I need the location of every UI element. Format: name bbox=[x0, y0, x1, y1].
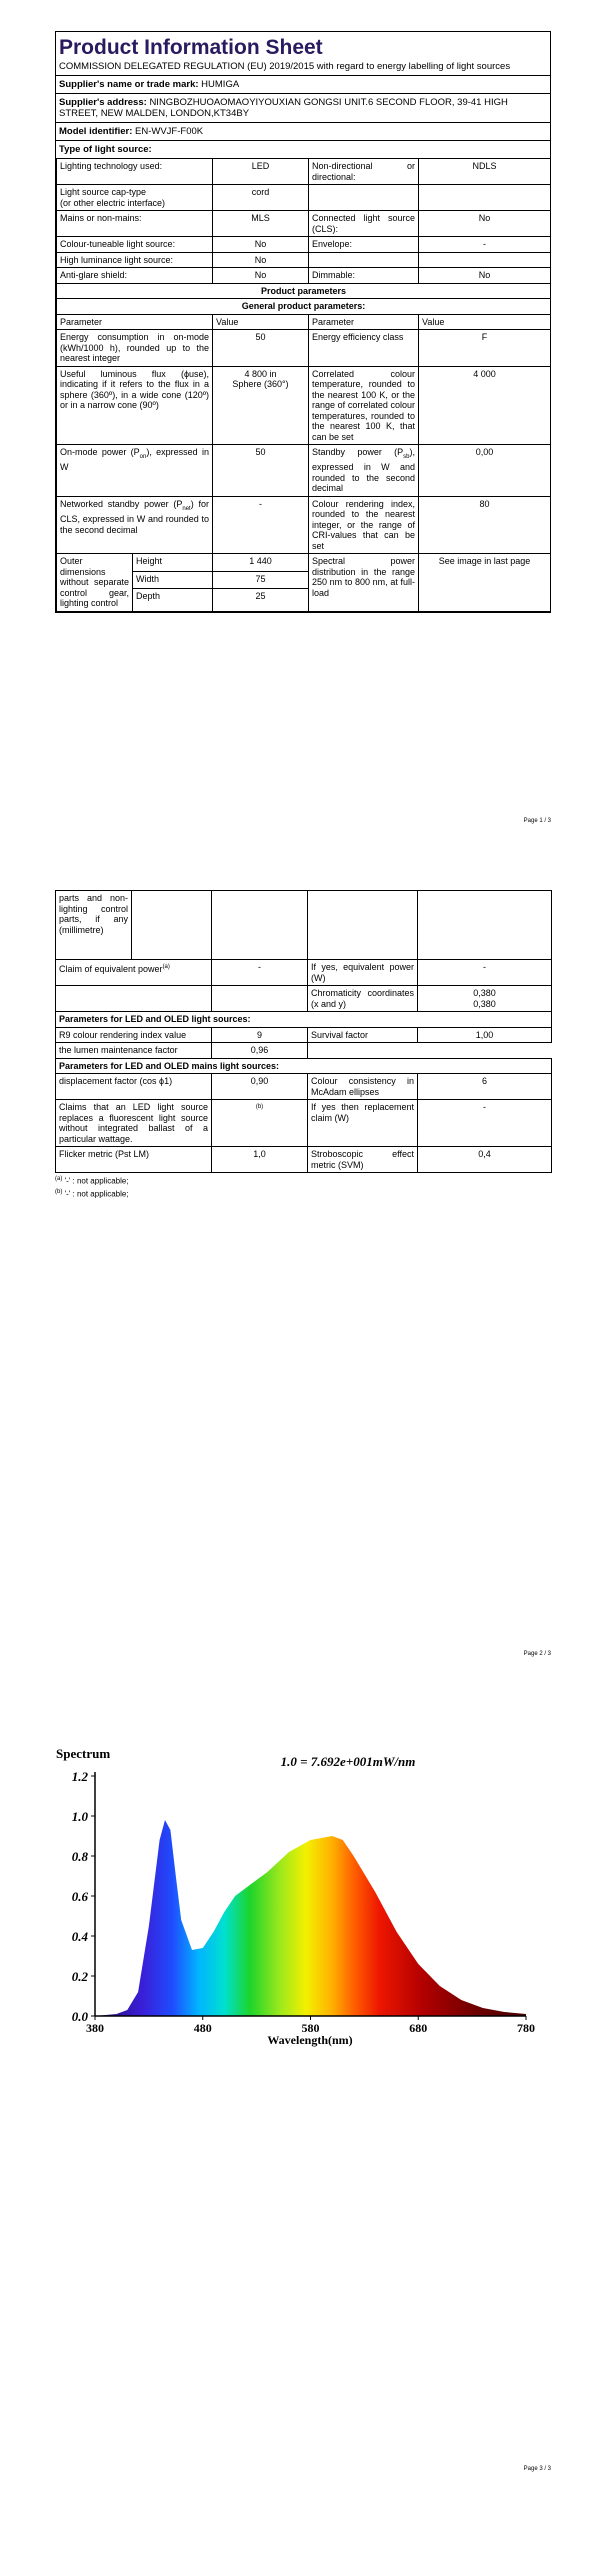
equiv-power-label bbox=[56, 960, 212, 986]
net-pre: Networked standby power (P bbox=[60, 498, 183, 509]
header-parameter: Parameter bbox=[57, 314, 213, 330]
height-value: 1 440 bbox=[213, 554, 309, 571]
mains-label: Mains or non-mains: bbox=[57, 211, 213, 237]
flux-value-1: 4 800 in bbox=[244, 368, 277, 379]
cap-type-value: cord bbox=[213, 185, 309, 211]
cct-label: Correlated colour temperature, rounded to the nearest 100 K, or the range of correlated colour temperatures, rounded to the nearest 100 K, that can be set bbox=[309, 366, 419, 445]
page-title: Product Information Sheet bbox=[59, 36, 323, 59]
footnote-a-text: '-' : not applicable; bbox=[64, 1176, 129, 1186]
table-row bbox=[57, 314, 551, 330]
table-row bbox=[57, 237, 551, 253]
height-label: Height bbox=[133, 554, 213, 571]
outer-dimensions-label: Outer dimensions without separate control gear, lighting control bbox=[57, 554, 133, 611]
table-row bbox=[56, 1147, 552, 1173]
chroma-y: 0,380 bbox=[473, 998, 496, 1009]
consistency-label: Colour consistency in McAdam ellipses bbox=[308, 1074, 418, 1100]
energy-class-label: Energy efficiency class bbox=[309, 330, 419, 367]
x-tick-label: 480 bbox=[193, 2021, 212, 2035]
on-mode-pre: On-mode power (P bbox=[60, 447, 140, 457]
empty-cell bbox=[56, 986, 212, 1012]
table-row bbox=[56, 1027, 552, 1043]
chromaticity-label: Chromaticity coordinates (x and y) bbox=[308, 986, 418, 1012]
on-mode-power-value: 50 bbox=[213, 445, 309, 497]
footnote-b-sup: (b) bbox=[55, 1188, 63, 1195]
cct-value: 4 000 bbox=[419, 366, 551, 445]
x-tick-label: 380 bbox=[86, 2021, 104, 2035]
dimensions-table bbox=[56, 554, 551, 612]
empty-cell bbox=[308, 1043, 552, 1059]
mains-section-heading: Parameters for LED and OLED mains light sources: bbox=[56, 1058, 552, 1074]
tuneable-value: No bbox=[213, 237, 309, 253]
standby-power-label bbox=[309, 445, 419, 497]
chart-title: Spectrum bbox=[56, 1746, 111, 1761]
replacement-label: If yes then replacement claim (W) bbox=[308, 1100, 418, 1147]
replacement-value: - bbox=[418, 1100, 552, 1147]
cap-type-label-2: (or other electric interface) bbox=[60, 197, 166, 208]
page-2-sheet bbox=[55, 890, 551, 1173]
table-row bbox=[56, 960, 552, 986]
empty-cell bbox=[309, 185, 419, 211]
table-row bbox=[57, 366, 551, 445]
lumen-value: 0,96 bbox=[212, 1043, 308, 1059]
empty-cell bbox=[309, 252, 419, 268]
survival-label: Survival factor bbox=[308, 1027, 418, 1043]
cri-label: Colour rendering index, rounded to the nearest integer, or the range of CRI-values that can be set bbox=[309, 496, 419, 554]
energy-class-value: F bbox=[419, 330, 551, 367]
width-label: Width bbox=[133, 571, 213, 588]
net-post: ) for CLS, expressed in W and rounded to the second decimal bbox=[60, 498, 209, 535]
standby-pre: Standby power (P bbox=[312, 447, 404, 457]
page-1-sheet bbox=[55, 31, 551, 613]
page-number: Page 3 / 3 bbox=[523, 2466, 551, 2472]
standby-sub: sb bbox=[403, 453, 410, 460]
general-parameters-heading: General product parameters: bbox=[57, 299, 551, 315]
table-row bbox=[57, 554, 551, 571]
chart-annotation: 1.0 = 7.692e+001mW/nm bbox=[280, 1754, 416, 1769]
directional-label: Non-directional or directional: bbox=[309, 159, 419, 185]
footnotes bbox=[55, 1174, 129, 1199]
on-mode-post: ), expressed in W bbox=[60, 447, 209, 473]
table-row bbox=[57, 496, 551, 554]
networked-standby-value: - bbox=[213, 496, 309, 554]
table-row bbox=[56, 891, 552, 960]
energy-value: 50 bbox=[213, 330, 309, 367]
high-luminance-label: High luminance light source: bbox=[57, 252, 213, 268]
address-label: Supplier's address: bbox=[59, 97, 147, 108]
empty-cell bbox=[418, 891, 552, 960]
dimmable-value: No bbox=[419, 268, 551, 284]
table-row bbox=[56, 1100, 552, 1147]
table-row bbox=[56, 1043, 552, 1059]
regulation-text: COMMISSION DELEGATED REGULATION (EU) 2019/2015 with regard to energy labelling of light sources bbox=[59, 61, 511, 72]
empty-cell bbox=[308, 891, 418, 960]
table-row bbox=[57, 252, 551, 268]
footnote-b bbox=[55, 1187, 129, 1200]
flicker-value: 1,0 bbox=[212, 1147, 308, 1173]
page-number: Page 1 / 3 bbox=[523, 818, 551, 824]
tech-value: LED bbox=[213, 159, 309, 185]
x-tick-label: 680 bbox=[409, 2021, 428, 2035]
on-mode-power-label bbox=[57, 445, 213, 497]
flux-value bbox=[213, 366, 309, 445]
table-row bbox=[57, 445, 551, 497]
address-row bbox=[56, 93, 550, 122]
envelope-label: Envelope: bbox=[309, 237, 419, 253]
empty-cell bbox=[212, 891, 308, 960]
table-row bbox=[56, 986, 552, 1012]
anti-glare-label: Anti-glare shield: bbox=[57, 268, 213, 284]
depth-value: 25 bbox=[213, 588, 309, 611]
table-row bbox=[57, 159, 551, 185]
y-tick-label: 0.2 bbox=[71, 1969, 88, 1984]
equiv-sup: (a) bbox=[162, 964, 170, 970]
claims-value bbox=[212, 1100, 308, 1147]
net-sub: net bbox=[182, 505, 191, 512]
empty-cell bbox=[132, 891, 212, 960]
x-tick-label: 780 bbox=[517, 2021, 535, 2035]
y-tick-label: 0.4 bbox=[71, 1929, 88, 1944]
supplier-row bbox=[56, 75, 550, 93]
flicker-label: Flicker metric (Pst LM) bbox=[56, 1147, 212, 1173]
cap-type-label bbox=[57, 185, 213, 211]
r9-value: 9 bbox=[212, 1027, 308, 1043]
table-row bbox=[56, 1074, 552, 1100]
standby-post: ), expressed in W and rounded to the second decimal bbox=[312, 447, 415, 494]
header-parameter: Parameter bbox=[309, 314, 419, 330]
cls-value: No bbox=[419, 211, 551, 237]
spd-value: See image in last page bbox=[419, 554, 551, 611]
survival-value: 1,00 bbox=[418, 1027, 552, 1043]
cri-value: 80 bbox=[419, 496, 551, 554]
standby-power-value: 0,00 bbox=[419, 445, 551, 497]
displacement-label: displacement factor (cos ϕ1) bbox=[56, 1074, 212, 1100]
displacement-value: 0,90 bbox=[212, 1074, 308, 1100]
y-tick-label: 1.2 bbox=[71, 1769, 88, 1784]
chroma-x: 0,380 bbox=[473, 988, 496, 998]
model-row bbox=[56, 122, 550, 140]
high-luminance-value: No bbox=[213, 252, 309, 268]
consistency-value: 6 bbox=[418, 1074, 552, 1100]
mains-value: MLS bbox=[213, 211, 309, 237]
table-row bbox=[57, 211, 551, 237]
width-value: 75 bbox=[213, 571, 309, 588]
r9-label: R9 colour rendering index value bbox=[56, 1027, 212, 1043]
table-row bbox=[57, 330, 551, 367]
y-tick-label: 1.0 bbox=[71, 1809, 88, 1824]
tech-label: Lighting technology used: bbox=[57, 159, 213, 185]
type-table bbox=[56, 158, 551, 554]
extra-params-table bbox=[55, 960, 552, 1173]
equiv-yes-value: - bbox=[418, 960, 552, 986]
on-mode-sub: on bbox=[139, 453, 147, 460]
x-tick-label: 580 bbox=[301, 2021, 320, 2035]
y-tick-label: 0.0 bbox=[71, 2009, 88, 2024]
table-row bbox=[57, 185, 551, 211]
header-value: Value bbox=[213, 314, 309, 330]
spd-label: Spectral power distribution in the range 250 nm to 800 nm, at full-load bbox=[309, 554, 419, 611]
claims-sup: (b) bbox=[255, 1104, 264, 1110]
stroboscopic-value: 0,4 bbox=[418, 1147, 552, 1173]
tuneable-label: Colour-tuneable light source: bbox=[57, 237, 213, 253]
page-number: Page 2 / 3 bbox=[523, 1651, 551, 1657]
equiv-yes-label: If yes, equivalent power (W) bbox=[308, 960, 418, 986]
led-section-heading: Parameters for LED and OLED light sources: bbox=[56, 1012, 552, 1028]
claims-label: Claims that an LED light source replaces a fluorescent light source without integrated ballast of a particular wattage. bbox=[56, 1100, 212, 1147]
lumen-label: the lumen maintenance factor bbox=[56, 1043, 212, 1059]
supplier-label: Supplier's name or trade mark: bbox=[59, 79, 199, 90]
spectrum-chart bbox=[48, 1740, 553, 2050]
table-row bbox=[57, 283, 551, 299]
directional-value: NDLS bbox=[419, 159, 551, 185]
flux-value-2: Sphere (360°) bbox=[232, 379, 289, 389]
envelope-value: - bbox=[419, 237, 551, 253]
x-axis-label: Wavelength(nm) bbox=[267, 2033, 353, 2047]
type-label: Type of light source: bbox=[56, 140, 550, 158]
dimmable-label: Dimmable: bbox=[309, 268, 419, 284]
stroboscopic-label: Stroboscopic effect metric (SVM) bbox=[308, 1147, 418, 1173]
networked-standby-label bbox=[57, 496, 213, 554]
energy-label: Energy consumption in on-mode (kWh/1000 h), rounded up to the nearest integer bbox=[57, 330, 213, 367]
table-row bbox=[57, 299, 551, 315]
footnote-a-sup: (a) bbox=[55, 1176, 63, 1182]
empty-cell bbox=[419, 252, 551, 268]
flux-label: Useful luminous flux (ϕuse), indicating if it refers to the flux in a sphere (360º), in a wide cone (120º) or in a narrow cone (90º) bbox=[57, 366, 213, 445]
table-row bbox=[56, 1058, 552, 1074]
empty-cell bbox=[212, 986, 308, 1012]
equiv-power-value: - bbox=[212, 960, 308, 986]
model-value: EN-WVJF-F00K bbox=[135, 126, 204, 137]
equiv-pre: Claim of equivalent power bbox=[59, 964, 163, 974]
table-row bbox=[57, 268, 551, 284]
y-tick-label: 0.6 bbox=[71, 1889, 88, 1904]
depth-label: Depth bbox=[133, 588, 213, 611]
cls-label: Connected light source (CLS): bbox=[309, 211, 419, 237]
chromaticity-value bbox=[418, 986, 552, 1012]
cap-type-label-1: Light source cap-type bbox=[60, 187, 147, 197]
outer-dimensions-continued: parts and non-lighting control parts, if any (millimetre) bbox=[56, 891, 132, 960]
empty-cell bbox=[419, 185, 551, 211]
address-value: NINGBOZHUOAOMAOYIYOUXIAN GONGSI UNIT.6 SECOND FLOOR, 39-41 HIGH STREET, NEW MALDEN, LONDON,KT34BY bbox=[59, 97, 508, 119]
y-tick-label: 0.8 bbox=[71, 1849, 88, 1864]
table-row bbox=[56, 1012, 552, 1028]
continuation-table bbox=[55, 890, 552, 960]
anti-glare-value: No bbox=[213, 268, 309, 284]
footnote-a bbox=[55, 1174, 129, 1187]
model-label: Model identifier: bbox=[59, 126, 133, 137]
header-value: Value bbox=[419, 314, 551, 330]
footnote-b-text: '-' : not applicable; bbox=[64, 1189, 129, 1199]
product-parameters-heading: Product parameters bbox=[57, 283, 551, 299]
supplier-value: HUMIGA bbox=[201, 79, 240, 90]
